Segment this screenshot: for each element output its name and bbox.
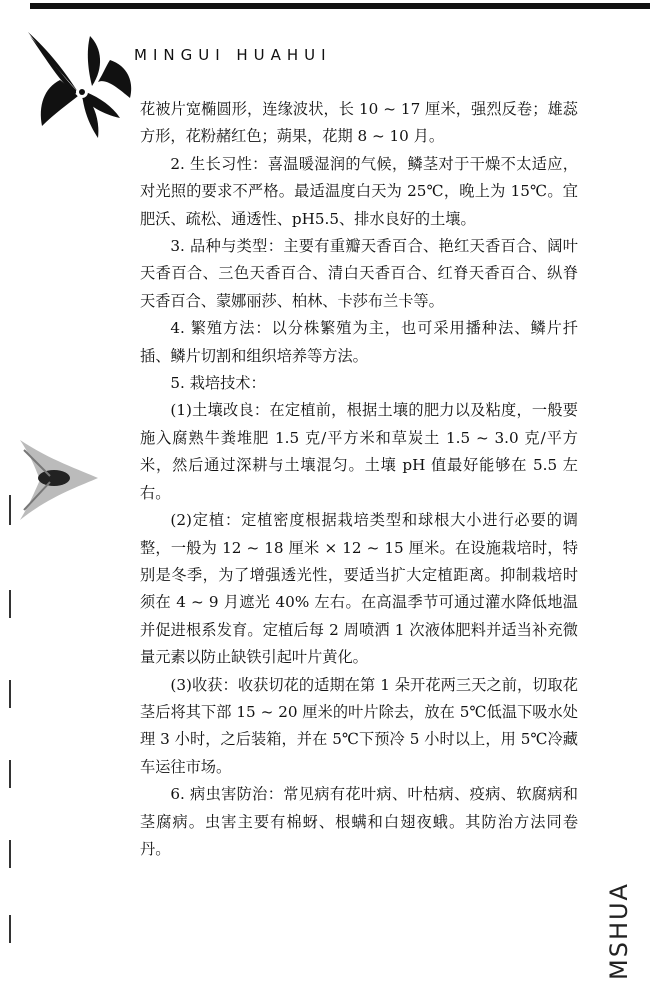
paragraph-propagation: 4. 繁殖方法：以分株繁殖为主，也可采用播种法、鳞片扦插、鳞片切割和组织培养等方法。: [140, 319, 578, 365]
paragraph-soil-improvement: (1)土壤改良：在定植前，根据土壤的肥力以及粘度，一般要施入腐熟牛粪堆肥 1.5 克/平方米和草炭土 1.5 ~ 3.0 克/平方米，然后通过深耕与土壤混匀。土壤 pH 值最好能够在 5.5 左右。: [140, 401, 578, 502]
leaf-ornament-icon: [10, 430, 100, 530]
top-rule: [30, 3, 650, 9]
paragraph-cultivation-heading: 5. 栽培技术：: [170, 374, 266, 393]
lily-flower-icon: [20, 22, 140, 142]
paragraph-planting: (2)定植：定植密度根据栽培类型和球根大小进行必要的调整，一般为 12 ~ 18 厘米 × 12 ~ 15 厘米。在设施栽培时，特别是冬季，为了增强透光性，要适当扩大定植距离。抑制栽培时须在 4 ~ 9 月遮光 40% 左右。在高温季节可通过灌水降低地温并促进根系发育。定植后每 2 周喷洒 1 次液体肥料并适当补充微量元素以防止缺铁引起叶片黄化。: [140, 511, 578, 667]
paragraph-pest-control: 6. 病虫害防治：常见病有花叶病、叶枯病、疫病、软腐病和茎腐病。虫害主要有棉蚜、根螨和白翅夜蛾。其防治方法同卷丹。: [140, 785, 578, 858]
body-text: [140, 96, 578, 863]
paragraph-growth-habit: 2. 生长习性：喜温暖湿润的气候，鳞茎对于干燥不太适应，对光照的要求不严格。最适温度白天为 25℃，晚上为 15℃。宜肥沃、疏松、通透性、pH5.5、排水良好的土壤。: [140, 154, 578, 228]
paragraph-flower-description: 花被片宽椭圆形，连缘波状，长 10 ~ 17 厘米，强烈反卷；雄蕊方形，花粉赭红色；蒴果，花期 8 ~ 10 月。: [140, 100, 578, 146]
paragraph-varieties: 3. 品种与类型：主要有重瓣天香百合、艳红天香百合、阔叶天香百合、三色天香百合、清白天香百合、红脊天香百合、纵脊天香百合、蒙娜丽莎、柏林、卡莎布兰卡等。: [140, 237, 578, 310]
margin-marks: [8, 495, 14, 975]
watermark: MSHUA: [605, 882, 633, 980]
paragraph-harvest: (3)收获：收获切花的适期在第 1 朵开花两三天之前，切取花茎后将其下部 15 ~ 20 厘米的叶片除去，放在 5℃低温下吸水处理 3 小时，之后装箱，并在 5℃下预冷 5 小时以上，用 5℃冷藏车运往市场。: [140, 675, 578, 776]
running-title: MINGUI HUAHUI: [134, 46, 332, 64]
